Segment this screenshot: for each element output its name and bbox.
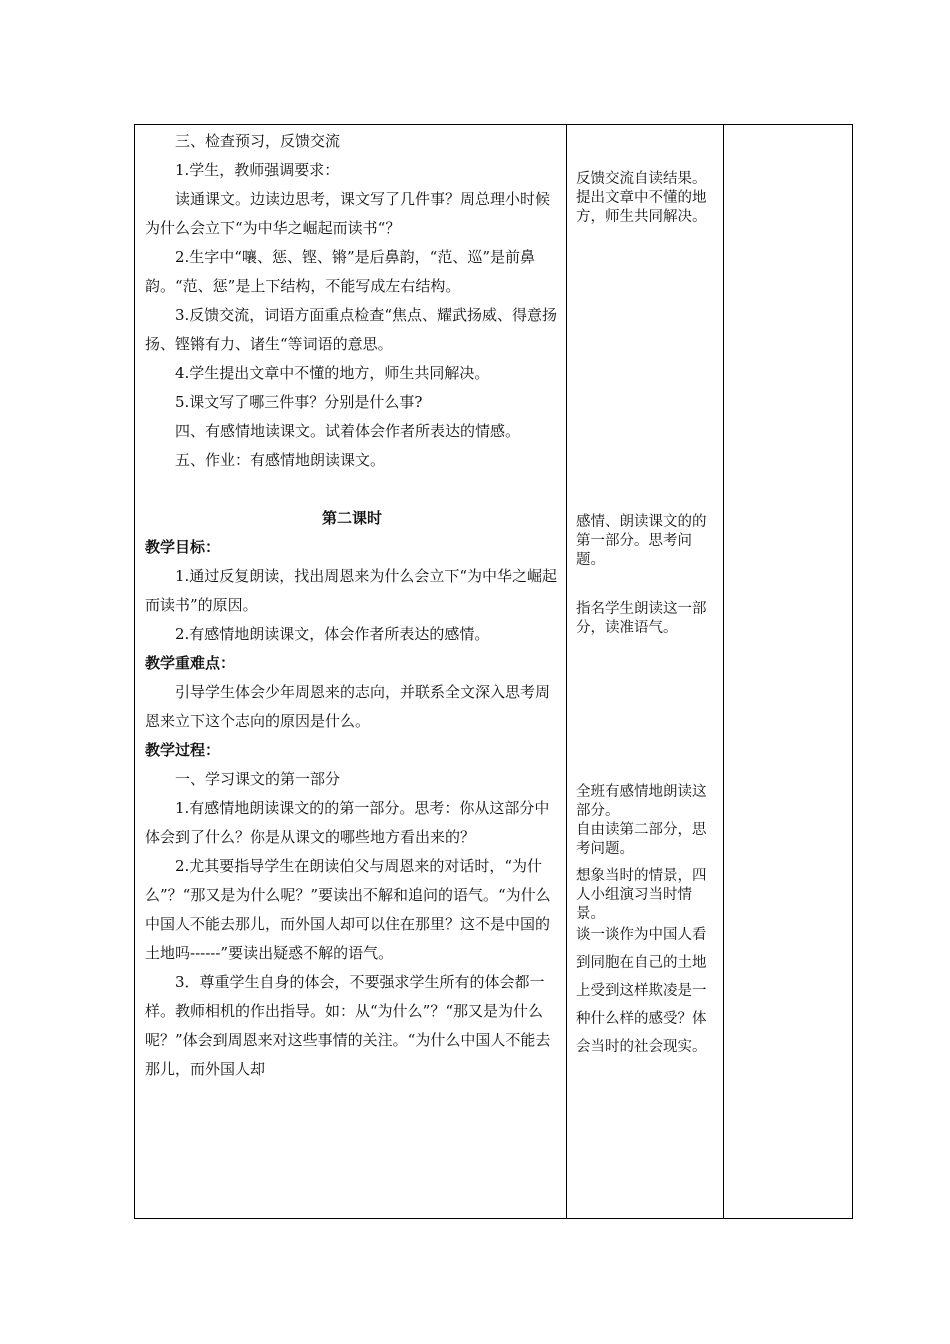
column-divider bbox=[723, 125, 724, 1218]
student-activity-column bbox=[576, 125, 718, 1061]
column-divider bbox=[566, 125, 567, 1218]
activity-note: 自由读第二部分，思考问题。 bbox=[576, 822, 707, 857]
content-line: 2.有感情地朗读课文，体会作者所表达的感情。 bbox=[175, 625, 490, 643]
activity-note: 指名学生朗读这一部分，读准语气。 bbox=[576, 601, 707, 636]
content-line: 1.学生，教师强调要求： bbox=[175, 161, 340, 179]
content-line: 2.尤其要指导学生在朗读伯父与周恩来的对话时，“为什么”？“那又是为什么呢？”要读出不解和追问的语气。“为什么中国人不能去那儿，而外国人却可以住在那里？这不是中国的土地吗------”要读出疑惑不解的语气。 bbox=[145, 857, 551, 962]
content-line: 引导学生体会少年周恩来的志向，并联系全文深入思考周恩来立下这个志向的原因是什么。 bbox=[145, 683, 551, 730]
teaching-content-column bbox=[145, 125, 559, 1084]
activity-note: 全班有感情地朗读这部分。 bbox=[576, 784, 707, 819]
section-heading: 五、作业：有感情地朗读课文。 bbox=[175, 451, 386, 469]
lesson-period-title: 第二课时 bbox=[321, 509, 382, 527]
content-line: 读通课文。边读边思考，课文写了几件事？周总理小时候为什么会立下“为中华之崛起而读书“？ bbox=[145, 190, 551, 237]
section-heading: 三、检查预习，反馈交流 bbox=[175, 132, 341, 150]
activity-note: 反馈交流自读结果。 bbox=[576, 171, 707, 187]
content-line: 4.学生提出文章中不懂的地方，师生共同解决。 bbox=[175, 364, 490, 382]
content-line: 5.课文写了哪三件事？分别是什么事? bbox=[175, 393, 423, 411]
activity-note: 提出文章中不懂的地方，师生共同解决。 bbox=[576, 190, 707, 225]
lesson-plan-table bbox=[134, 124, 853, 1219]
activity-note: 想象当时的情景，四人小组演习当时情景。 bbox=[576, 868, 707, 922]
section-heading: 一、学习课文的第一部分 bbox=[175, 770, 341, 788]
content-line: 2.生字中“嚷、惩、铿、锵”是后鼻韵，“范、巡”是前鼻韵。“范、惩”是上下结构，不能写成左右结构。 bbox=[145, 248, 535, 295]
content-line: 3.反馈交流，词语方面重点检查“焦点、耀武扬威、得意扬扬、铿锵有力、诸生“等词语的意思。 bbox=[145, 306, 557, 353]
content-line: 3．尊重学生自身的体会，不要强求学生所有的体会都一样。教师相机的作出指导。如：从“为什么”？“那又是为什么呢？”体会到周恩来对这些事情的关注。“为什么中国人不能去那儿，而外国人却 bbox=[145, 973, 551, 1078]
section-heading: 四、有感情地读课文。试着体会作者所表达的情感。 bbox=[175, 422, 521, 440]
subheading: 教学重难点： bbox=[145, 654, 236, 672]
content-line: 1.有感情地朗读课文的的第一部分。思考：你从这部分中体会到了什么？你是从课文的哪些地方看出来的？ bbox=[145, 799, 550, 846]
content-line: 1.通过反复朗读，找出周恩来为什么会立下“为中华之崛起而读书”的原因。 bbox=[145, 567, 557, 614]
subheading: 教学过程： bbox=[145, 741, 221, 759]
subheading: 教学目标： bbox=[145, 538, 221, 556]
activity-note: 谈一谈作为中国人看到同胞在自己的土地上受到这样欺凌是一种什么样的感受？体会当时的社会现实。 bbox=[576, 927, 707, 1055]
activity-note: 感情、朗读课文的的第一部分。思考问题。 bbox=[576, 514, 707, 568]
